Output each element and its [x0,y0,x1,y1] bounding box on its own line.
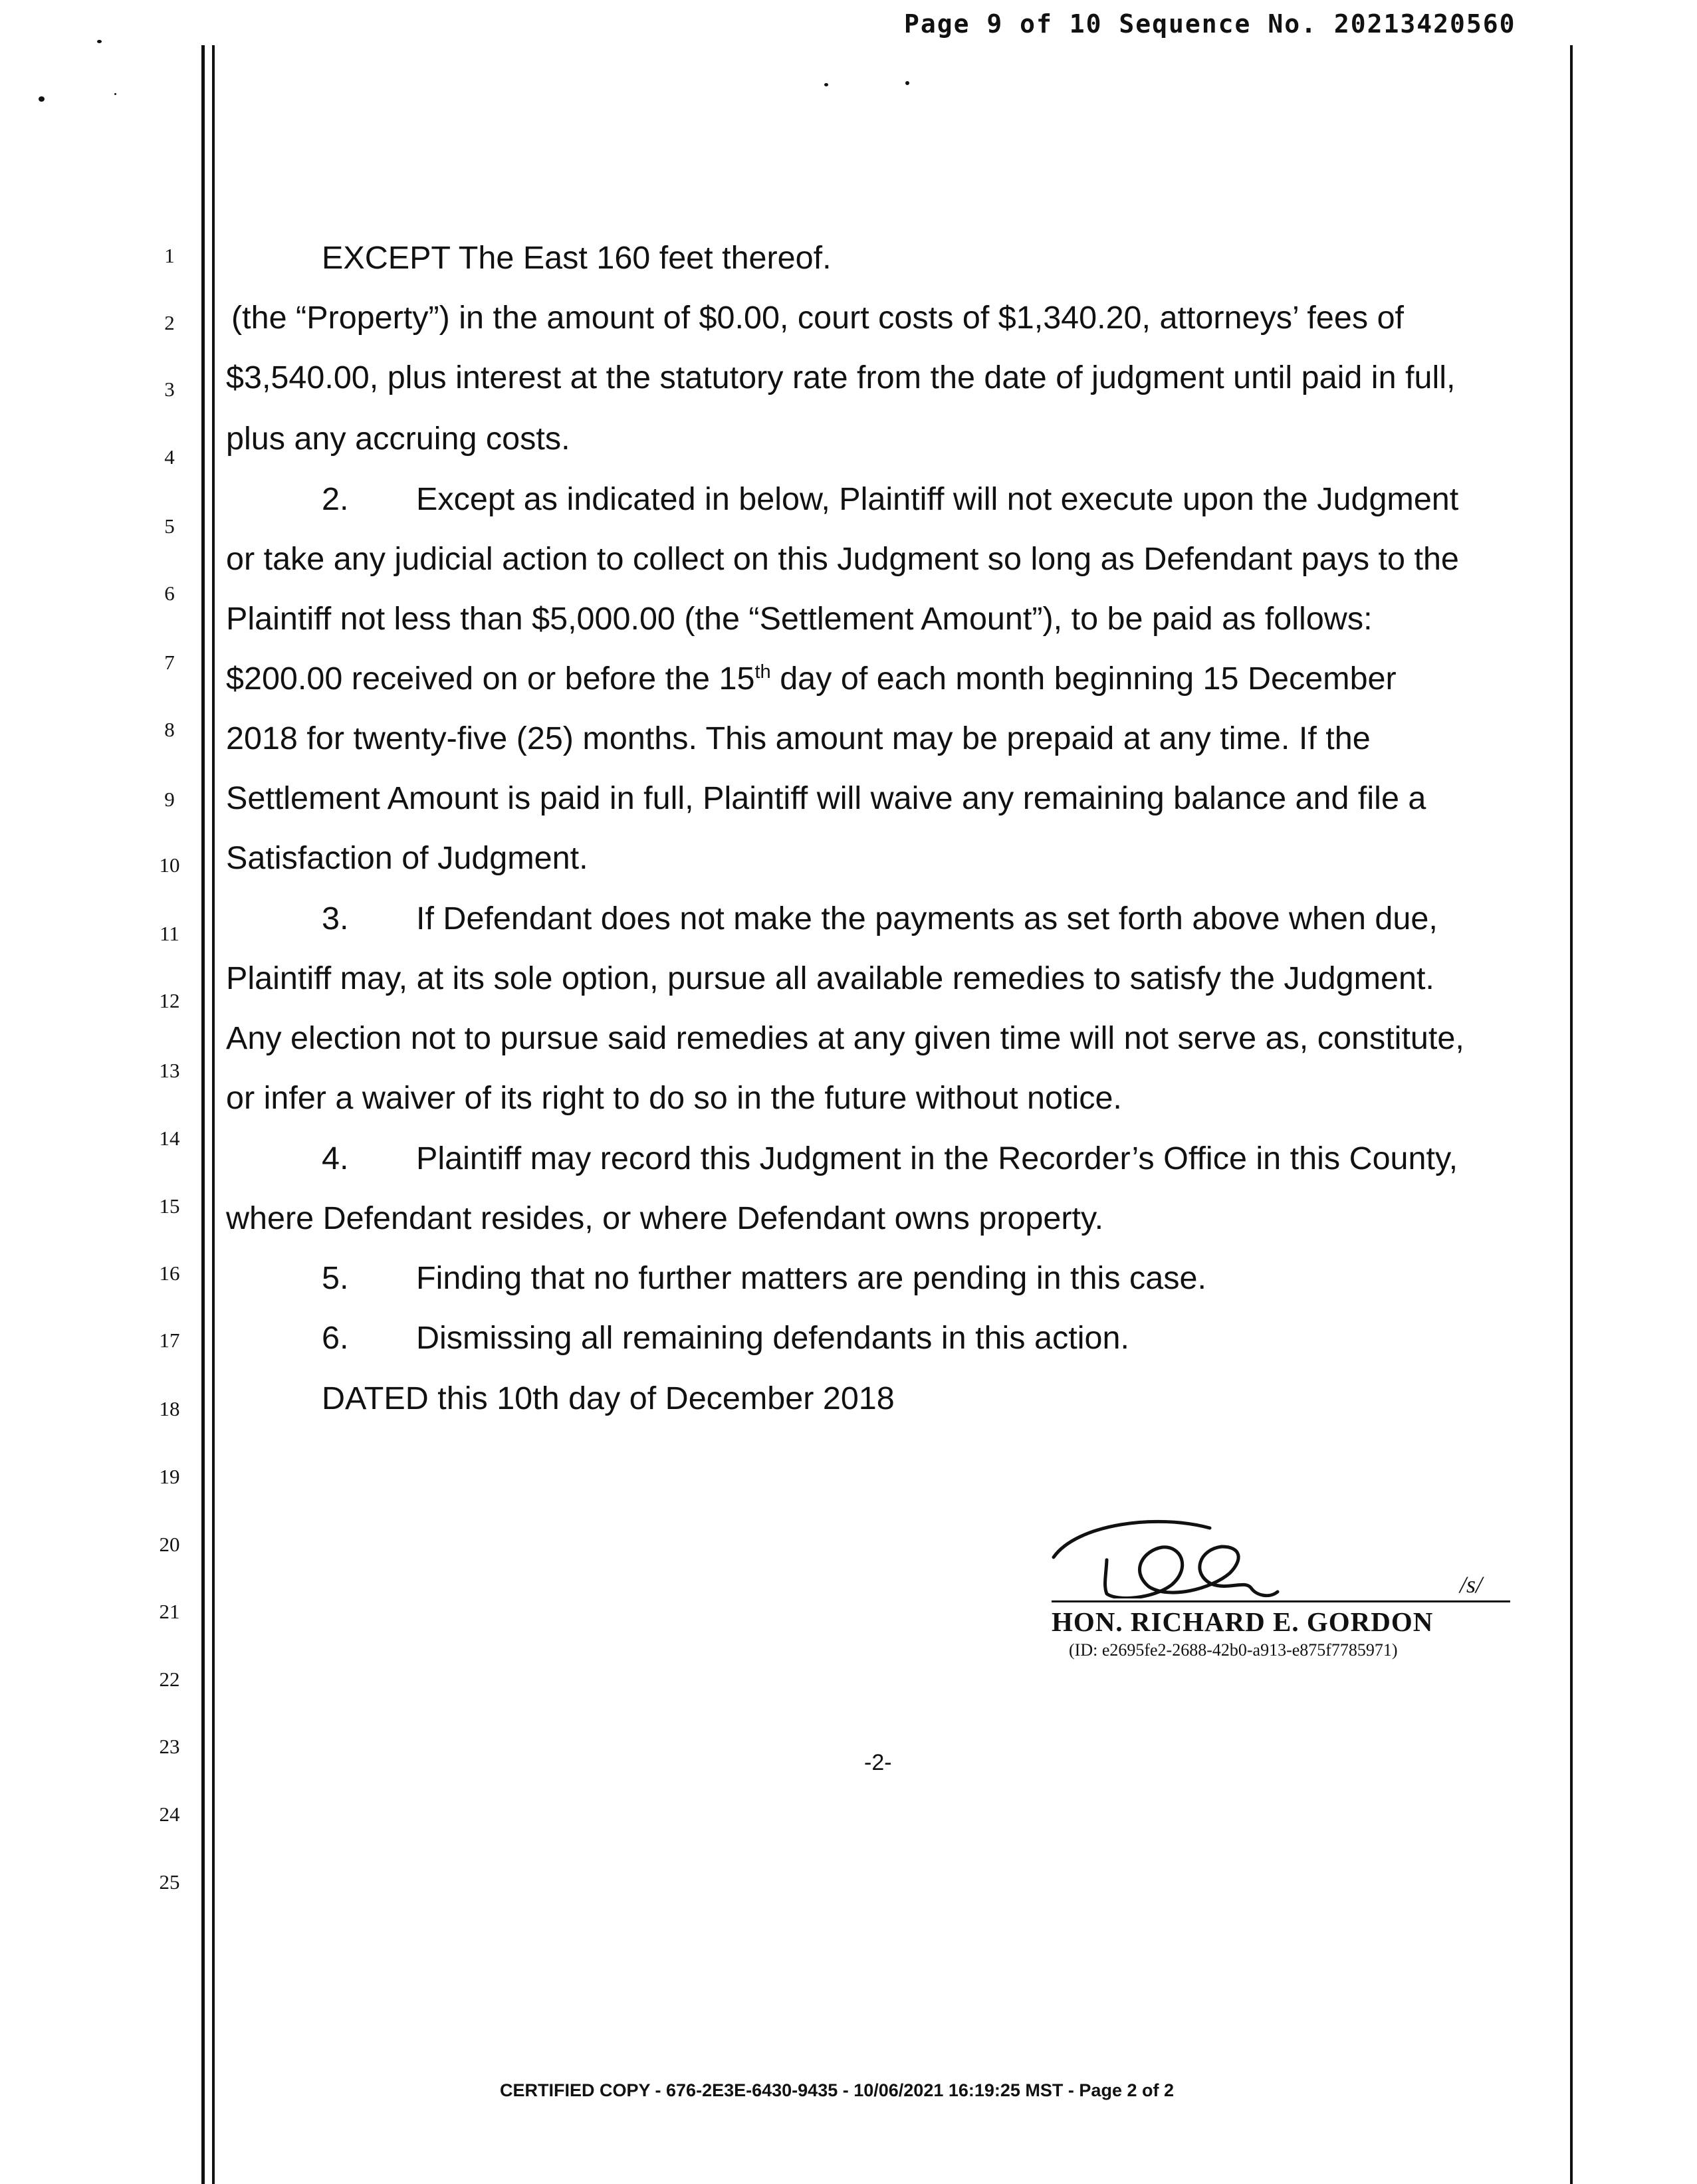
signature-id: (ID: e2695fe2-2688-42b0-a913-e875f7785971) [1069,1640,1398,1660]
left-margin-rule [212,45,215,2184]
line-number: 5 [164,514,175,538]
line-number: 23 [159,1735,180,1758]
paragraph-number: 4. [322,1141,349,1176]
electronic-signature-mark: /s/ [1460,1571,1483,1598]
body-line: If Defendant does not make the payments as set forth above when due, [416,901,1438,936]
left-margin-rule [201,45,205,2184]
paragraph-number: 2. [322,481,349,517]
line-number: 8 [164,718,175,741]
property-exception-line: EXCEPT The East 160 feet thereof. [322,240,832,276]
body-line: $3,540.00, plus interest at the statutory rate from the date of judgment until paid in full, [226,360,1456,395]
body-line: Satisfaction of Judgment. [226,840,588,876]
line-number: 19 [159,1465,180,1488]
line-number: 14 [159,1127,180,1150]
certified-copy-footer: CERTIFIED COPY - 676-2E3E-6430-9435 - 10/06/2021 16:19:25 MST - Page 2 of 2 [500,2080,1174,2100]
scan-speck [905,81,909,85]
line-number: 1 [164,244,175,267]
paragraph-number: 5. [322,1260,349,1296]
line-number: 10 [159,853,180,877]
line-number: 22 [159,1668,180,1691]
body-line: or infer a waiver of its right to do so in the future without notice. [226,1080,1122,1116]
line-number: 13 [159,1059,180,1082]
line-number: 12 [159,989,180,1012]
body-text: $200.00 received on or before the 15 [226,661,755,697]
line-number: 7 [164,651,175,674]
body-line: or take any judicial action to collect on this Judgment so long as Defendant pays to the [226,541,1459,577]
right-margin-rule [1570,45,1573,2184]
body-line: Plaintiff may record this Judgment in the Recorder’s Office in this County, [416,1141,1458,1176]
line-number: 20 [159,1533,180,1556]
body-line: Settlement Amount is paid in full, Plaintiff will waive any remaining balance and file a [226,780,1426,816]
line-number: 24 [159,1802,180,1826]
line-number: 17 [159,1329,180,1352]
scan-speck [97,40,102,43]
judge-name: HON. RICHARD E. GORDON [1052,1606,1434,1637]
body-line: Except as indicated in below, Plaintiff will not execute upon the Judgment [416,481,1459,517]
line-number: 4 [164,445,175,469]
line-number: 2 [164,311,175,334]
paragraph-number: 6. [322,1320,349,1356]
body-line: Finding that no further matters are pending in this case. [416,1260,1206,1296]
line-number: 21 [159,1600,180,1623]
body-text: day of each month beginning 15 December [770,661,1397,697]
scan-speck [39,96,45,102]
line-number: 3 [164,378,175,401]
line-number: 18 [159,1397,180,1420]
page-number: -2- [864,1750,892,1775]
line-number: 11 [160,922,179,945]
body-line: Dismissing all remaining defendants in this action. [416,1320,1129,1356]
body-line: plus any accruing costs. [226,421,570,457]
body-line: Plaintiff may, at its sole option, pursue all available remedies to satisfy the Judgment. [226,960,1434,996]
line-number: 25 [159,1870,180,1894]
body-line: Plaintiff not less than $5,000.00 (the “Settlement Amount”), to be paid as follows: [226,601,1373,637]
line-number: 6 [164,582,175,605]
ordinal-suffix: th [754,661,771,683]
sequence-stamp: Page 9 of 10 Sequence No. 20213420560 [904,9,1516,39]
line-number: 15 [159,1194,180,1218]
paragraph-number: 3. [322,901,349,936]
line-number: 16 [159,1261,180,1285]
scan-speck [824,83,828,86]
body-line: 2018 for twenty-five (25) months. This amount may be prepaid at any time. If the [226,720,1371,756]
scan-speck [114,93,116,95]
line-number: 9 [164,788,175,811]
body-line: where Defendant resides, or where Defendant owns property. [226,1200,1104,1236]
handwritten-signature [1037,1505,1436,1598]
body-line: Any election not to pursue said remedies at any given time will not serve as, constitute, [226,1020,1464,1056]
body-line [226,659,1397,699]
dated-line: DATED this 10th day of December 2018 [322,1380,895,1416]
signature-line [1052,1600,1510,1602]
body-line: (the “Property”) in the amount of $0.00, court costs of $1,340.20, attorneys’ fees of [231,300,1405,336]
